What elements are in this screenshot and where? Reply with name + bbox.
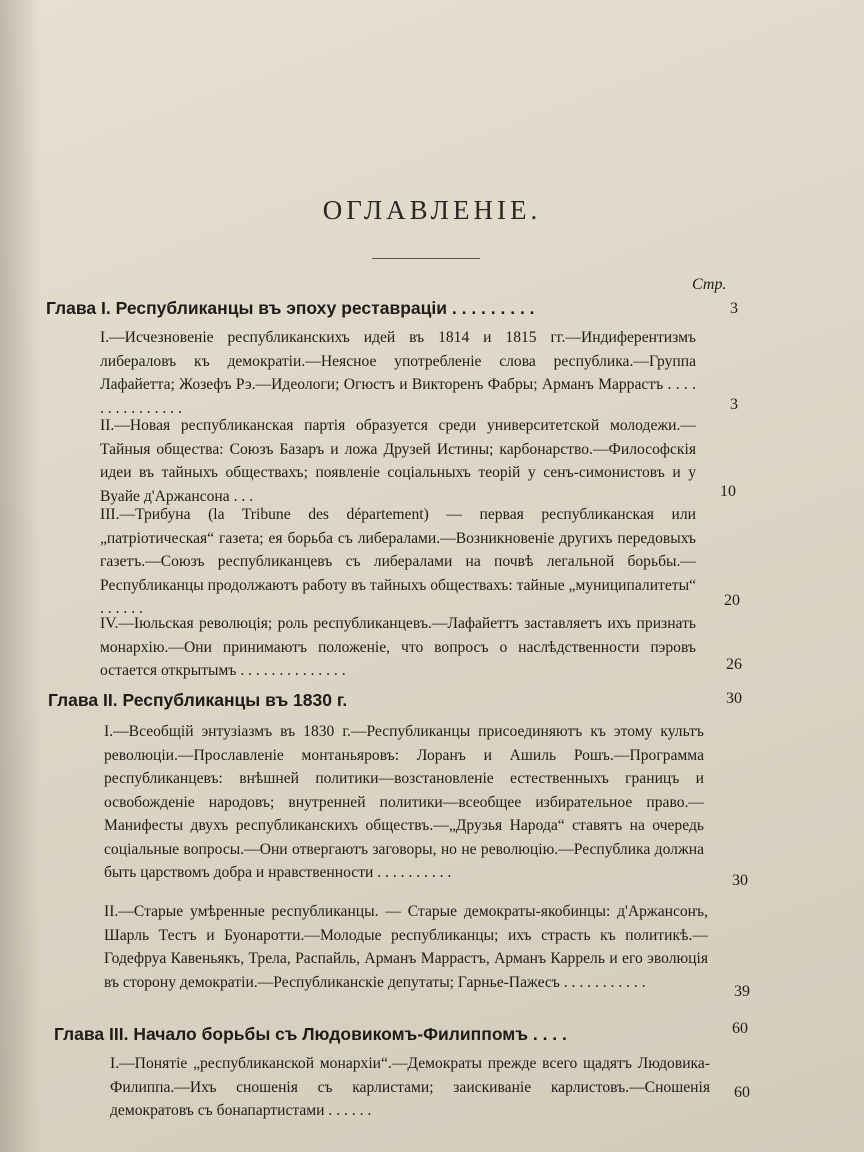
entry-page-number: 20 bbox=[724, 592, 740, 609]
toc-entry-text: IV.—Іюльская революція; роль республиканцевъ.—Лафайеттъ заставляетъ ихъ признать монархію.—Они принимаютъ положеніе, что вопросъ о наслѣдственности пэровъ остается открытымъ . . . . . . . . . . . . . . bbox=[100, 615, 696, 679]
entry-page-number: 60 bbox=[734, 1084, 750, 1101]
entry-page-number: 30 bbox=[732, 872, 748, 889]
entry-page-number: 26 bbox=[726, 656, 742, 673]
toc-entry-text: I.—Понятіе „республиканской монархіи“.—Демократы прежде всего щадятъ Людовика-Филиппа.—Ихъ сношенія съ карлистами; заискиваніе карлистовъ.—Сношенія демократовъ съ бонапартистами . . . . . . bbox=[110, 1055, 710, 1119]
toc-entry-text: I.—Всеобщій энтузіазмъ въ 1830 г.—Республиканцы присоединяютъ къ этому культъ революціи.—Прославленіе монтаньяровъ: Лоранъ и Ашиль Рошъ.—Программа республиканцевъ: внѣшней политики—возстановленіе естественныхъ границъ и освобожденіе народовъ; внутренней политики—всеобщее избирательное право.—Манифесты двухъ республиканскихъ обществъ.—„Друзья Народа“ ставятъ на очередь соціальные вопросы.—Они отвергаютъ заговоры, но не революцію.—Республика должна быть царствомъ добра и нравственности . . . . . . . . . . bbox=[104, 723, 704, 881]
chapter-heading: Глава I. Республиканцы въ эпоху реставраціи . . . . . . . . . bbox=[46, 298, 535, 318]
chapter-page-number: 60 bbox=[732, 1020, 748, 1037]
entry-page-number: 10 bbox=[720, 483, 736, 500]
toc-entry-text: II.—Новая республиканская партія образуется среди университетской молодежи.—Тайныя общества: Союзъ Базаръ и ложа Друзей Истины; карбонарство.—Философскія идеи въ тайныхъ обществахъ; появленіе соціальныхъ теорій у сенъ-симонистовъ и у Вуайе д'Аржансона . . . bbox=[100, 417, 696, 505]
page-shadow bbox=[0, 0, 40, 1152]
title-divider bbox=[372, 258, 480, 259]
chapter-heading: Глава II. Республиканцы въ 1830 г. bbox=[48, 690, 348, 710]
toc-entry bbox=[100, 612, 696, 683]
entry-page-number: 3 bbox=[730, 396, 738, 413]
page-title: ОГЛАВЛЕНІЕ. bbox=[322, 195, 542, 225]
entry-page-number: 39 bbox=[734, 983, 750, 1000]
toc-entry bbox=[110, 1052, 710, 1123]
toc-entry-text: I.—Исчезновеніе республиканскихъ идей въ 1814 и 1815 гг.—Индиферентизмъ либераловъ къ демократіи.—Неясное употребленіе слова республика.—Группа Лафайетта; Жозефъ Рэ.—Идеологи; Огюстъ и Викторенъ Фабры; Арманъ Маррастъ . . . . . . . . . . . . . . . bbox=[100, 329, 696, 417]
chapter-page-number: 3 bbox=[730, 300, 738, 317]
toc-entry-text: III.—Трибуна (la Tribune des département) — первая республиканская или „патріотическая“ газета; ея борьба съ либералами.—Возникновеніе другихъ передовыхъ газетъ.—Союзъ республиканцевъ съ либералами на почвѣ легальной борьбы.—Республиканцы продолжаютъ работу въ тайныхъ обществахъ: тайные „муниципалитеты“ . . . . . . bbox=[100, 506, 696, 617]
toc-entry bbox=[100, 414, 696, 508]
toc-entry-text: II.—Старые умѣренные республиканцы. — Старые демократы-якобинцы: д'Аржансонъ, Шарль Тестъ и Буонаротти.—Молодые республиканцы; ихъ страсть къ политикѣ.—Годефруа Кавеньякъ, Трела, Распайль, Арманъ Маррастъ, Арманъ Каррель и его эволюція въ сторону демократіи.—Республиканскіе депутаты; Гарнье-Пажесъ . . . . . . . . . . . bbox=[104, 903, 708, 991]
toc-entry bbox=[100, 503, 696, 621]
toc-entry bbox=[100, 326, 696, 420]
toc-entry bbox=[104, 720, 704, 885]
page-column-label: Стр. bbox=[692, 276, 727, 293]
toc-entry bbox=[104, 900, 708, 994]
chapter-page-number: 30 bbox=[726, 690, 742, 707]
chapter-heading: Глава III. Начало борьбы съ Людовикомъ-Филиппомъ . . . . bbox=[54, 1024, 567, 1044]
